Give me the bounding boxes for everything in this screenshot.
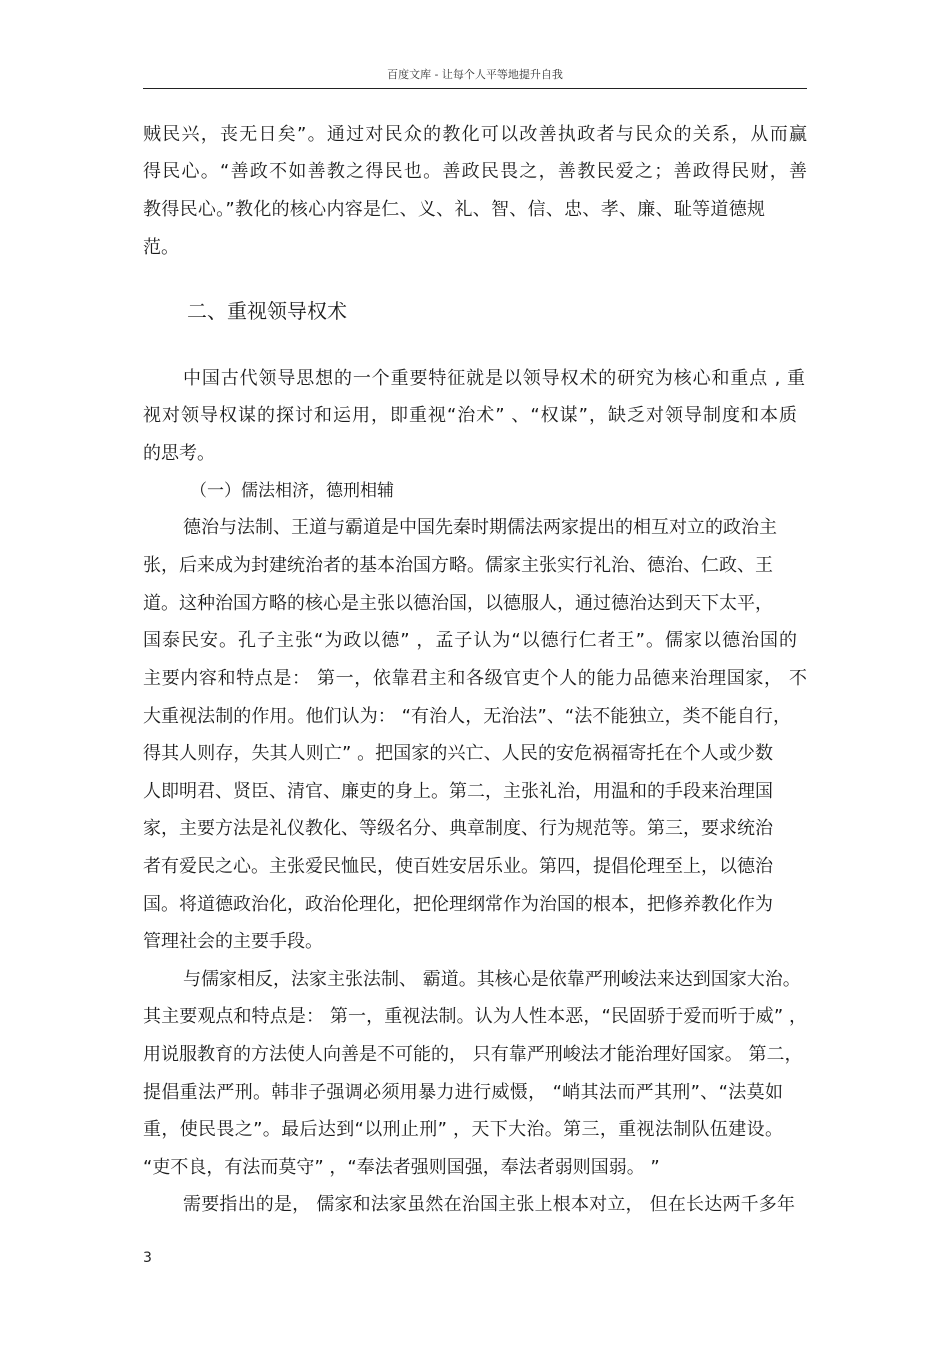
body-line: 管理社会的主要手段。 <box>143 931 323 952</box>
body-line: “吏不良，有法而莫守” ，“奉法者强则国强，奉法者弱则国弱。 ” <box>143 1157 660 1178</box>
body-line: 中国古代领导思想的一个重要特征就是以领导权术的研究为核心和重点 , 重 <box>183 368 805 389</box>
body-line: 需要指出的是， 儒家和法家虽然在治国主张上根本对立， 但在长达两千多年 <box>183 1194 795 1215</box>
body-line: 者有爱民之心。主张爱民恤民，使百姓安居乐业。第四，提倡伦理至上，以德治 <box>143 856 773 877</box>
body-line: 张，后来成为封建统治者的基本治国方略。儒家主张实行礼治、德治、仁政、王 <box>143 555 773 576</box>
subsection-heading: （一）儒法相济，德刑相辅 <box>190 481 394 501</box>
body-line: 得民心。“善政不如善教之得民也。善政民畏之，善教民爱之；善政得民财，善 <box>143 161 807 182</box>
body-line: 国。将道德政治化，政治伦理化，把伦理纲常作为治国的根本，把修养教化作为 <box>143 894 773 915</box>
body-line: 范。 <box>143 237 179 258</box>
body-line: 其主要观点和特点是： 第一，重视法制。认为人性本恶，“民固骄于爱而听于威” ， <box>143 1006 807 1027</box>
body-line: 主要内容和特点是： 第一，依靠君主和各级官吏个人的能力品德来治理国家， 不 <box>143 668 807 689</box>
body-line: 用说服教育的方法使人向善是不可能的， 只有靠严刑峻法才能治理好国家。 第二， <box>143 1044 803 1065</box>
body-line: 提倡重法严刑。韩非子强调必须用暴力进行威慑， “峭其法而严其刑”、“法莫如 <box>143 1082 783 1103</box>
body-line: 人即明君、贤臣、清官、廉吏的身上。第二，主张礼治，用温和的手段来治理国 <box>143 781 773 802</box>
page-header <box>143 62 807 89</box>
body-line: 视对领导权谋的探讨和运用，即重视“治术” 、“权谋”，缺乏对领导制度和本质 <box>143 405 797 426</box>
body-line: 家，主要方法是礼仪教化、等级名分、典章制度、行为规范等。第三，要求统治 <box>143 818 773 839</box>
body-line: 道。这种治国方略的核心是主张以德治国，以德服人，通过德治达到天下太平， <box>143 593 773 614</box>
section-heading: 二、重视领导权术 <box>187 299 347 323</box>
body-line: 教得民心。”教化的核心内容是仁、义、礼、智、信、忠、孝、廉、耻等道德规 <box>143 199 765 220</box>
body-line: 贼民兴，丧无日矣”。通过对民众的教化可以改善执政者与民众的关系，从而赢 <box>143 124 807 145</box>
body-line: 的思考。 <box>143 443 215 464</box>
body-line: 大重视法制的作用。他们认为： “有治人，无治法”、“法不能独立，类不能自行， <box>143 706 791 727</box>
body-line: 德治与法制、王道与霸道是中国先秦时期儒法两家提出的相互对立的政治主 <box>183 517 777 538</box>
body-line: 国泰民安。孔子主张“为政以德” ，孟子认为“以德行仁者王”。儒家以德治国的 <box>143 630 797 651</box>
header-text: 百度文库 - 让每个人平等地提升自我 <box>387 68 563 81</box>
body-line: 重，使民畏之”。最后达到“以刑止刑” ，天下大治。第三，重视法制队伍建设。 <box>143 1119 783 1140</box>
body-line: 得其人则存，失其人则亡” 。把国家的兴亡、人民的安危祸福寄托在个人或少数 <box>143 743 773 764</box>
body-line: 与儒家相反，法家主张法制、 霸道。其核心是依靠严刑峻法来达到国家大治。 <box>183 969 801 990</box>
page-number: 3 <box>143 1250 152 1266</box>
